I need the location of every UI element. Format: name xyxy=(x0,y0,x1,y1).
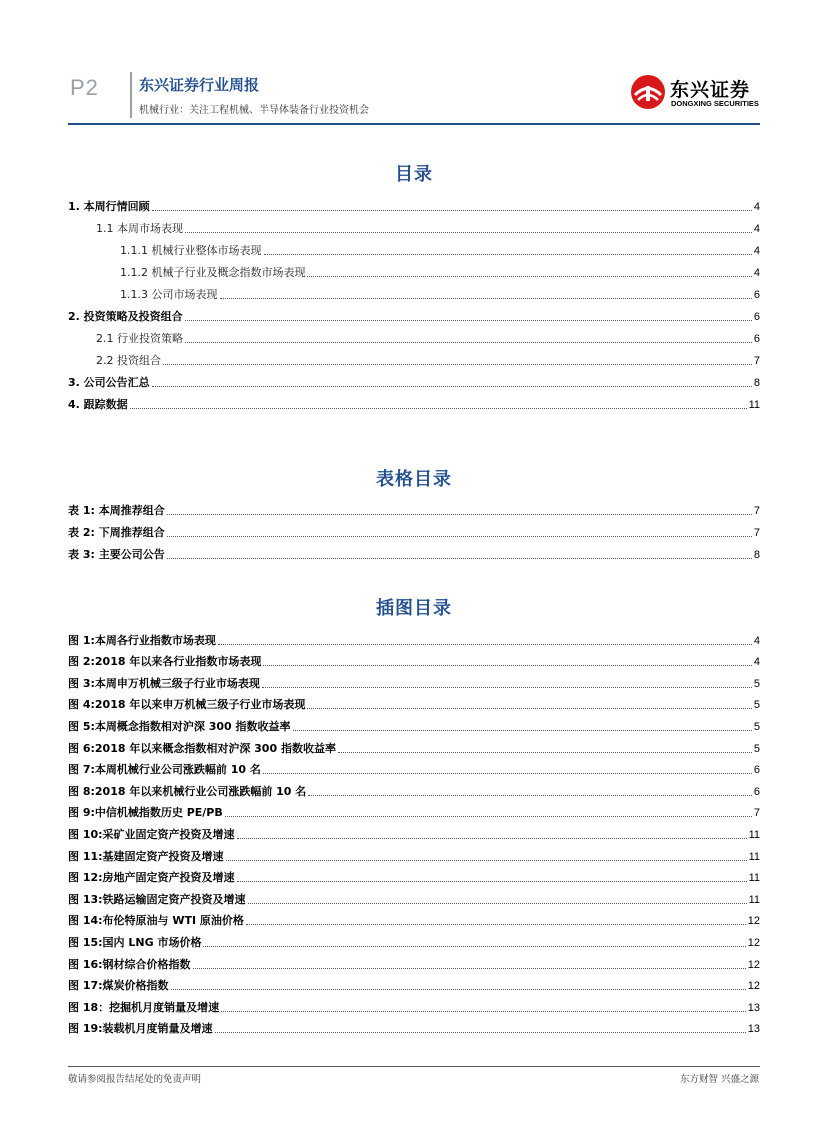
toc-entry-page: 7 xyxy=(753,355,760,367)
toc-entry-page: 4 xyxy=(753,267,760,279)
figure-entry-page: 11 xyxy=(748,828,760,841)
dot-leader xyxy=(152,210,752,211)
toc-entry-page: 8 xyxy=(753,377,760,389)
dot-leader xyxy=(225,816,752,817)
dot-leader xyxy=(307,276,751,277)
figure-entry-label: 图 17:煤炭价格指数 xyxy=(68,979,169,993)
figure-entry-page: 5 xyxy=(753,677,760,690)
table-entry-page: 8 xyxy=(753,549,760,561)
figure-entry-page: 13 xyxy=(747,1023,760,1036)
figure-entry-label: 图 9:中信机械指数历史 PE/PB xyxy=(68,806,223,820)
footer-rule xyxy=(68,1066,760,1067)
figure-entry-label: 图 7:本周机械行业公司涨跌幅前 10 名 xyxy=(68,763,261,777)
dot-leader xyxy=(193,968,746,969)
dot-leader xyxy=(237,881,747,882)
figure-entry-label: 图 15:国内 LNG 市场价格 xyxy=(68,935,202,949)
figure-entry-page: 5 xyxy=(753,699,760,712)
figure-entry-label: 图 19:装载机月度销量及增速 xyxy=(68,1022,213,1036)
report-header xyxy=(0,0,827,130)
disclaimer-note: 敬请参阅报告结尾处的免责声明 xyxy=(68,1074,202,1085)
figure-entry-page: 12 xyxy=(747,936,760,949)
figure-entry-page: 11 xyxy=(748,850,760,863)
toc-list xyxy=(68,192,760,412)
dot-leader xyxy=(203,946,745,947)
dot-leader xyxy=(171,989,746,990)
toc-entry-label: 2. 投资策略及投资组合 xyxy=(68,310,183,323)
toc-entry-page: 4 xyxy=(753,223,760,235)
table-entry[interactable] xyxy=(68,518,760,540)
toc-entry[interactable] xyxy=(68,346,760,368)
figure-entry-page: 5 xyxy=(753,720,760,733)
toc-title: 目录 xyxy=(395,164,433,185)
toc-entry-label: 1.1 本周市场表现 xyxy=(96,222,183,235)
figure-entry-page: 12 xyxy=(747,958,760,971)
figure-entry-label: 图 5:本周概念指数相对沪深 300 指数收益率 xyxy=(68,719,291,733)
dot-leader xyxy=(167,514,752,515)
figure-entry[interactable] xyxy=(68,712,760,734)
page-number: P2 xyxy=(70,75,99,100)
dot-leader xyxy=(308,795,752,796)
table-entry-page: 7 xyxy=(753,527,760,539)
dot-leader xyxy=(338,752,752,753)
dot-leader xyxy=(220,298,752,299)
figure-entry[interactable] xyxy=(68,691,760,713)
logo-chinese-name: 东兴证券 xyxy=(670,79,751,101)
header-rule xyxy=(68,123,760,125)
figure-entry-label: 图 1:本周各行业指数市场表现 xyxy=(68,633,216,647)
dot-leader xyxy=(262,687,752,688)
table-entry[interactable] xyxy=(68,496,760,518)
logo-mark-icon xyxy=(630,74,666,110)
figure-entry-label: 图 4:2018 年以来申万机械三级子行业市场表现 xyxy=(68,698,306,712)
figure-entry[interactable] xyxy=(68,864,760,886)
dot-leader xyxy=(163,364,752,365)
figure-entry[interactable] xyxy=(68,626,760,648)
dot-leader xyxy=(152,386,752,387)
dot-leader xyxy=(167,558,752,559)
dot-leader xyxy=(221,1011,746,1012)
figure-entry-label: 图 8:2018 年以来机械行业公司涨跌幅前 10 名 xyxy=(68,784,307,798)
dot-leader xyxy=(130,408,747,409)
figure-entry[interactable] xyxy=(68,842,760,864)
figure-entry-label: 图 18：挖掘机月度销量及增速 xyxy=(68,1000,220,1014)
figure-entry-label: 图 10:采矿业固定资产投资及增速 xyxy=(68,827,235,841)
report-subtitle: 机械行业：关注工程机械、半导体装备行业投资机会 xyxy=(139,105,369,116)
figure-entry[interactable] xyxy=(68,648,760,670)
figure-entry-page: 7 xyxy=(753,807,760,820)
dot-leader xyxy=(264,254,752,255)
toc-entry-page: 6 xyxy=(753,333,760,345)
figure-entry-page: 11 xyxy=(748,872,760,885)
toc-entry-label: 1.1.1 机械行业整体市场表现 xyxy=(120,244,262,257)
figure-entry-label: 图 3:本周申万机械三级子行业市场表现 xyxy=(68,676,260,690)
dot-leader xyxy=(307,708,752,709)
table-entry-label: 表 3: 主要公司公告 xyxy=(68,548,165,561)
toc-entry[interactable] xyxy=(68,390,760,412)
dot-leader xyxy=(263,665,752,666)
dot-leader xyxy=(293,730,752,731)
figure-entry-page: 6 xyxy=(753,764,760,777)
figure-entry[interactable] xyxy=(68,734,760,756)
toc-entry-label: 1.1.2 机械子行业及概念指数市场表现 xyxy=(120,266,306,279)
figure-entry[interactable] xyxy=(68,799,760,821)
table-entry-label: 表 2: 下周推荐组合 xyxy=(68,526,165,539)
figure-entry-label: 图 13:铁路运输固定资产投资及增速 xyxy=(68,892,246,906)
table-entry[interactable] xyxy=(68,540,760,562)
toc-entry-label: 1.1.3 公司市场表现 xyxy=(120,288,218,301)
figure-entry[interactable] xyxy=(68,950,760,972)
figure-entry-page: 13 xyxy=(747,1001,760,1014)
figure-entry-label: 图 2:2018 年以来各行业指数市场表现 xyxy=(68,655,262,669)
figure-entry[interactable] xyxy=(68,907,760,929)
dot-leader xyxy=(185,320,752,321)
dot-leader xyxy=(167,536,752,537)
logo-english-name: DONGXING SECURITIES xyxy=(671,99,759,108)
toc-entry-label: 3. 公司公告汇总 xyxy=(68,376,150,389)
header-divider xyxy=(130,72,132,118)
toc-entry-page: 4 xyxy=(753,245,760,257)
toc-entry[interactable] xyxy=(68,324,760,346)
toc-entry-page: 6 xyxy=(753,289,760,301)
figure-entry-page: 5 xyxy=(753,742,760,755)
figure-list xyxy=(68,626,760,1036)
toc-entry-page: 11 xyxy=(748,399,760,411)
figure-entry[interactable] xyxy=(68,756,760,778)
figure-entry[interactable] xyxy=(68,993,760,1015)
toc-entry[interactable] xyxy=(68,236,760,258)
figure-entry[interactable] xyxy=(68,669,760,691)
dot-leader xyxy=(185,342,752,343)
figure-entry-page: 6 xyxy=(753,785,760,798)
figure-entry-label: 图 16:钢材综合价格指数 xyxy=(68,957,191,971)
dot-leader xyxy=(185,232,752,233)
figure-entry-page: 4 xyxy=(753,656,760,669)
figure-entry-page: 12 xyxy=(747,980,760,993)
dot-leader xyxy=(218,644,752,645)
toc-entry[interactable] xyxy=(68,280,760,302)
figure-entry-label: 图 12:房地产固定资产投资及增速 xyxy=(68,871,235,885)
footer-slogan: 东方财智 兴盛之源 xyxy=(679,1074,759,1085)
figure-entry-label: 图 14:布伦特原油与 WTI 原油价格 xyxy=(68,914,244,928)
dot-leader xyxy=(248,903,747,904)
toc-entry[interactable] xyxy=(68,302,760,324)
dot-leader xyxy=(263,773,752,774)
dot-leader xyxy=(226,860,747,861)
table-entry-label: 表 1: 本周推荐组合 xyxy=(68,504,165,517)
figure-entry-page: 4 xyxy=(753,634,760,647)
figure-entry-page: 12 xyxy=(747,915,760,928)
toc-entry-page: 4 xyxy=(753,201,760,213)
toc-entry[interactable] xyxy=(68,192,760,214)
figure-list-title: 插图目录 xyxy=(376,598,452,619)
figure-entry[interactable] xyxy=(68,820,760,842)
toc-entry[interactable] xyxy=(68,368,760,390)
table-entry-page: 7 xyxy=(753,505,760,517)
toc-entry-label: 2.1 行业投资策略 xyxy=(96,332,183,345)
figure-entry[interactable] xyxy=(68,928,760,950)
figure-entry[interactable] xyxy=(68,885,760,907)
company-logo xyxy=(630,74,760,110)
table-list-title: 表格目录 xyxy=(376,469,452,490)
figure-entry[interactable] xyxy=(68,972,760,994)
dot-leader xyxy=(215,1032,746,1033)
toc-entry[interactable] xyxy=(68,214,760,236)
table-list xyxy=(68,496,760,562)
figure-entry[interactable] xyxy=(68,777,760,799)
figure-entry-label: 图 11:基建固定资产投资及增速 xyxy=(68,849,224,863)
toc-entry-page: 6 xyxy=(753,311,760,323)
figure-entry[interactable] xyxy=(68,1015,760,1037)
toc-entry-label: 1. 本周行情回顾 xyxy=(68,200,150,213)
toc-entry[interactable] xyxy=(68,258,760,280)
dot-leader xyxy=(237,838,747,839)
figure-entry-label: 图 6:2018 年以来概念指数相对沪深 300 指数收益率 xyxy=(68,741,336,755)
toc-entry-label: 4. 跟踪数据 xyxy=(68,398,128,411)
report-title: 东兴证券行业周报 xyxy=(139,76,260,94)
dot-leader xyxy=(246,924,746,925)
figure-entry-page: 11 xyxy=(748,893,760,906)
toc-entry-label: 2.2 投资组合 xyxy=(96,354,161,367)
